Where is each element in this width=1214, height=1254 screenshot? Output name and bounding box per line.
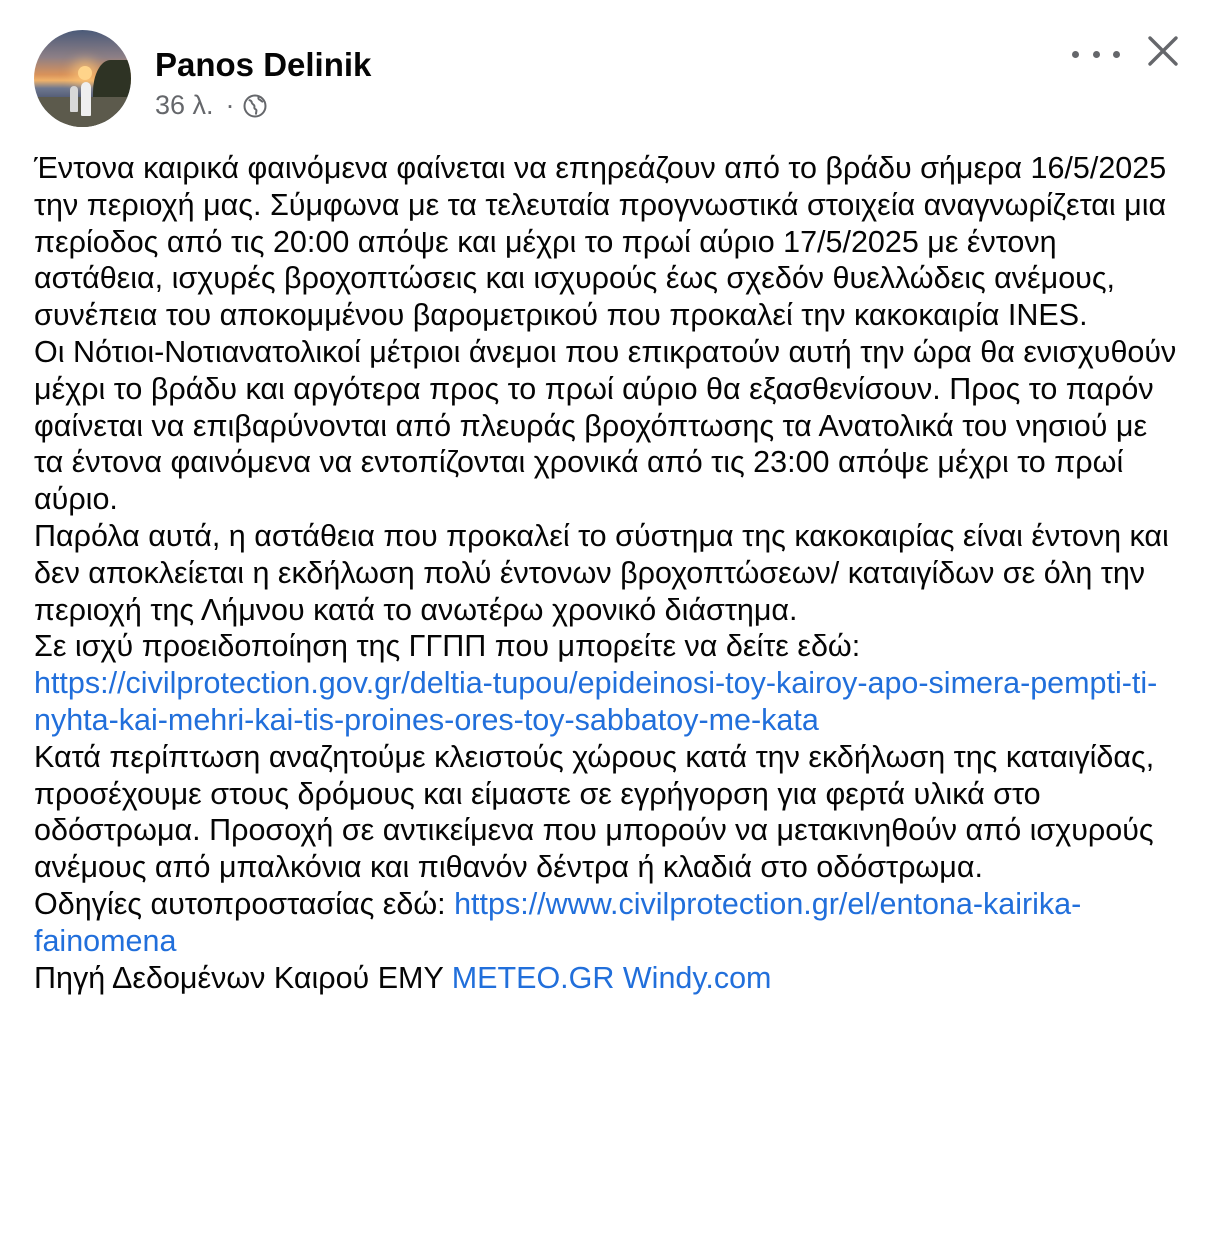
post-paragraph: Έντονα καιρικά φαινόμενα φαίνεται να επηρεάζουν από το βράδυ σήμερα 16/5/2025 την περιοχή μας. Σύμφωνα με τα τελευταία προγνωστικά στοιχεία αναγνωρίζεται μια περίοδος από τις 20:00 απόψε και μέχρι το πρωί αύριο 17/5/2025 με έντονη αστάθεια, ισχυρές βροχοπτώσεις και ισχυρούς έως σχεδόν θυελλώδεις ανέμους, συνέπεια του αποκομμένου βαρομετρικού που προκαλεί την κακοκαιρία INES.	[34, 151, 1167, 333]
post-paragraph	[34, 960, 1184, 997]
civil-protection-warning-link[interactable]: https://civilprotection.gov.gr/deltia-tupou/epideinosi-toy-kairoy-apo-simera-pempti-ti-nyhta-kai-mehri-kai-tis-proines-ores-toy-sabbatoy-me-kata	[34, 666, 1158, 737]
post-body	[34, 150, 1184, 996]
post-time[interactable]: 36 λ.	[155, 90, 214, 120]
self-protection-guidelines-link[interactable]: https://www.civilprotection.gr/el/entona-kairika-fainomena	[34, 886, 1082, 958]
more-dot	[1093, 51, 1100, 58]
post-paragraph: Κατά περίπτωση αναζητούμε κλειστούς χώρους κατά την εκδήλωση της καταιγίδας, προσέχουμε στους δρόμους και είμαστε σε εγρήγορση για φερτά υλικά στο οδόστρωμα. Προσοχή σε αντικείμενα που μπορούν να μετακινηθούν από ισχυρούς ανέμους από μπαλκόνια και πιθανόν δέντρα ή κλαδιά στο οδόστρωμα.	[34, 739, 1155, 885]
author-name[interactable]: Panos Delinik	[155, 46, 372, 83]
more-dot	[1072, 51, 1079, 58]
author-avatar[interactable]	[34, 30, 131, 127]
close-icon[interactable]	[1142, 30, 1184, 72]
post-meta	[155, 90, 267, 121]
post-paragraph	[34, 886, 1184, 960]
globe-icon[interactable]	[243, 94, 267, 118]
guidelines-text: Οδηγίες αυτοπροστασίας εδώ:	[34, 886, 455, 921]
link-spacer	[614, 961, 622, 995]
post-paragraph	[34, 628, 1184, 738]
more-dot	[1113, 51, 1120, 58]
meta-separator: ·	[225, 90, 235, 120]
windy-link[interactable]: Windy.com	[622, 960, 772, 995]
warning-text: Σε ισχύ προειδοποίηση της ΓΓΠΠ που μπορείτε να δείτε εδώ:	[34, 629, 861, 664]
avatar-figure	[70, 86, 78, 112]
post-header	[34, 30, 1184, 130]
post-paragraph: Παρόλα αυτά, η αστάθεια που προκαλεί το σύστημα της κακοκαιρίας είναι έντονη και δεν αποκλείεται η εκδήλωση πολύ έντονων βροχοπτώσεων/ καταιγίδων σε όλη την περιοχή της Λήμνου κατά το ανωτέρω χρονικό διάστημα.	[34, 518, 1169, 627]
avatar-sun	[78, 66, 92, 80]
post-paragraph: Οι Νότιοι-Νοτιανατολικοί μέτριοι άνεμοι που επικρατούν αυτή την ώρα θα ενισχυθούν μέχρι το βράδυ και αργότερα προς το πρωί αύριο θα εξασθενίσουν. Προς το παρόν φαίνεται να επιβαρύνονται από πλευράς βροχόπτωσης τα Ανατολικά του νησιού με τα έντονα φαινόμενα να εντοπίζονται χρονικά από τις 23:00 απόψε μέχρι το πρωί αύριο.	[34, 334, 1177, 517]
data-source-text: Πηγή Δεδομένων Καιρού ΕΜΥ	[34, 960, 452, 995]
more-horizontal-icon[interactable]	[1072, 42, 1120, 66]
avatar-figure	[81, 82, 91, 116]
meteo-gr-link[interactable]: METEO.GR	[451, 960, 615, 995]
